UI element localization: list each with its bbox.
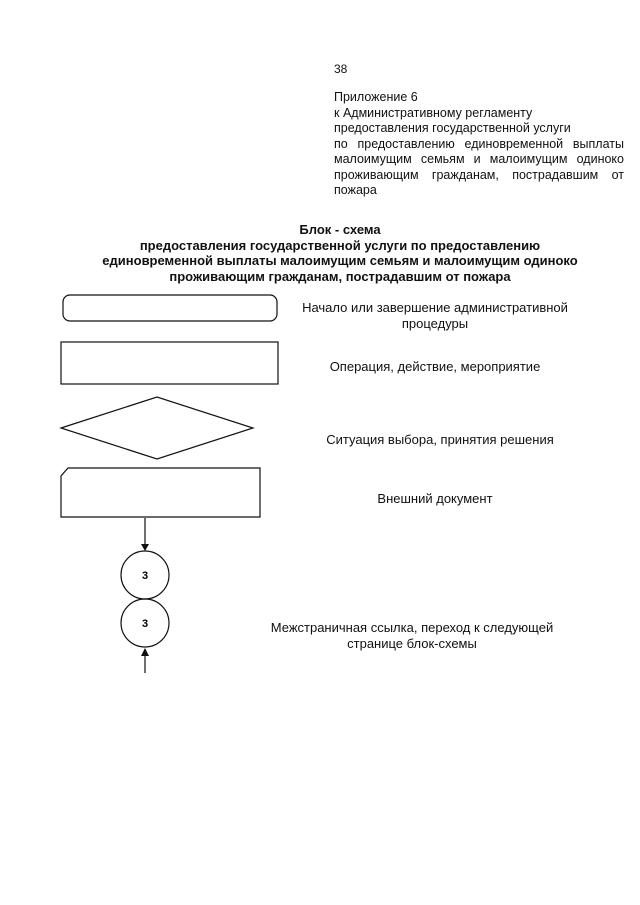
decision-shape bbox=[61, 397, 253, 459]
appendix-line: предоставления государственной услуги bbox=[334, 121, 571, 135]
title-line: единовременной выплаты малоимущим семьям и малоимущим одиноко bbox=[102, 253, 578, 268]
appendix-line: Приложение 6 bbox=[334, 90, 418, 104]
terminal-description bbox=[290, 300, 580, 332]
title-line: предоставления государственной услуги по предоставлению bbox=[139, 237, 541, 253]
connector-description bbox=[262, 620, 562, 652]
terminal-description-line: Начало или завершение административной bbox=[302, 300, 568, 315]
appendix-line: пожара bbox=[334, 183, 377, 197]
terminal-shape bbox=[63, 295, 277, 321]
document-description: Внешний документ bbox=[377, 491, 493, 506]
page-number: 38 bbox=[334, 62, 348, 76]
appendix-line: малоимущим семьям и малоимущим одиноко bbox=[334, 152, 624, 166]
process-shape bbox=[61, 342, 278, 384]
title-line: Блок - схема bbox=[299, 222, 381, 237]
appendix-line: проживающим гражданам, пострадавшим от bbox=[334, 167, 624, 182]
title-line: проживающим гражданам, пострадавшим от пожара bbox=[169, 268, 511, 284]
connector-description-line: странице блок-схемы bbox=[347, 636, 477, 651]
document-shape bbox=[61, 468, 260, 517]
arrow-up-icon bbox=[141, 648, 149, 656]
terminal-description-line: процедуры bbox=[401, 316, 469, 331]
appendix-line: к Административному регламенту bbox=[334, 105, 533, 120]
connector-description-line: Межстраничная ссылка, переход к следующей bbox=[270, 620, 554, 635]
arrow-down-icon bbox=[141, 544, 149, 551]
decision-description: Ситуация выбора, принятия решения bbox=[326, 432, 554, 447]
appendix-line: по предоставлению единовременной выплаты bbox=[334, 136, 624, 151]
connector-bottom-label: 3 bbox=[141, 618, 149, 630]
process-description: Операция, действие, мероприятие bbox=[329, 359, 541, 374]
connector-top-label: 3 bbox=[141, 570, 149, 582]
